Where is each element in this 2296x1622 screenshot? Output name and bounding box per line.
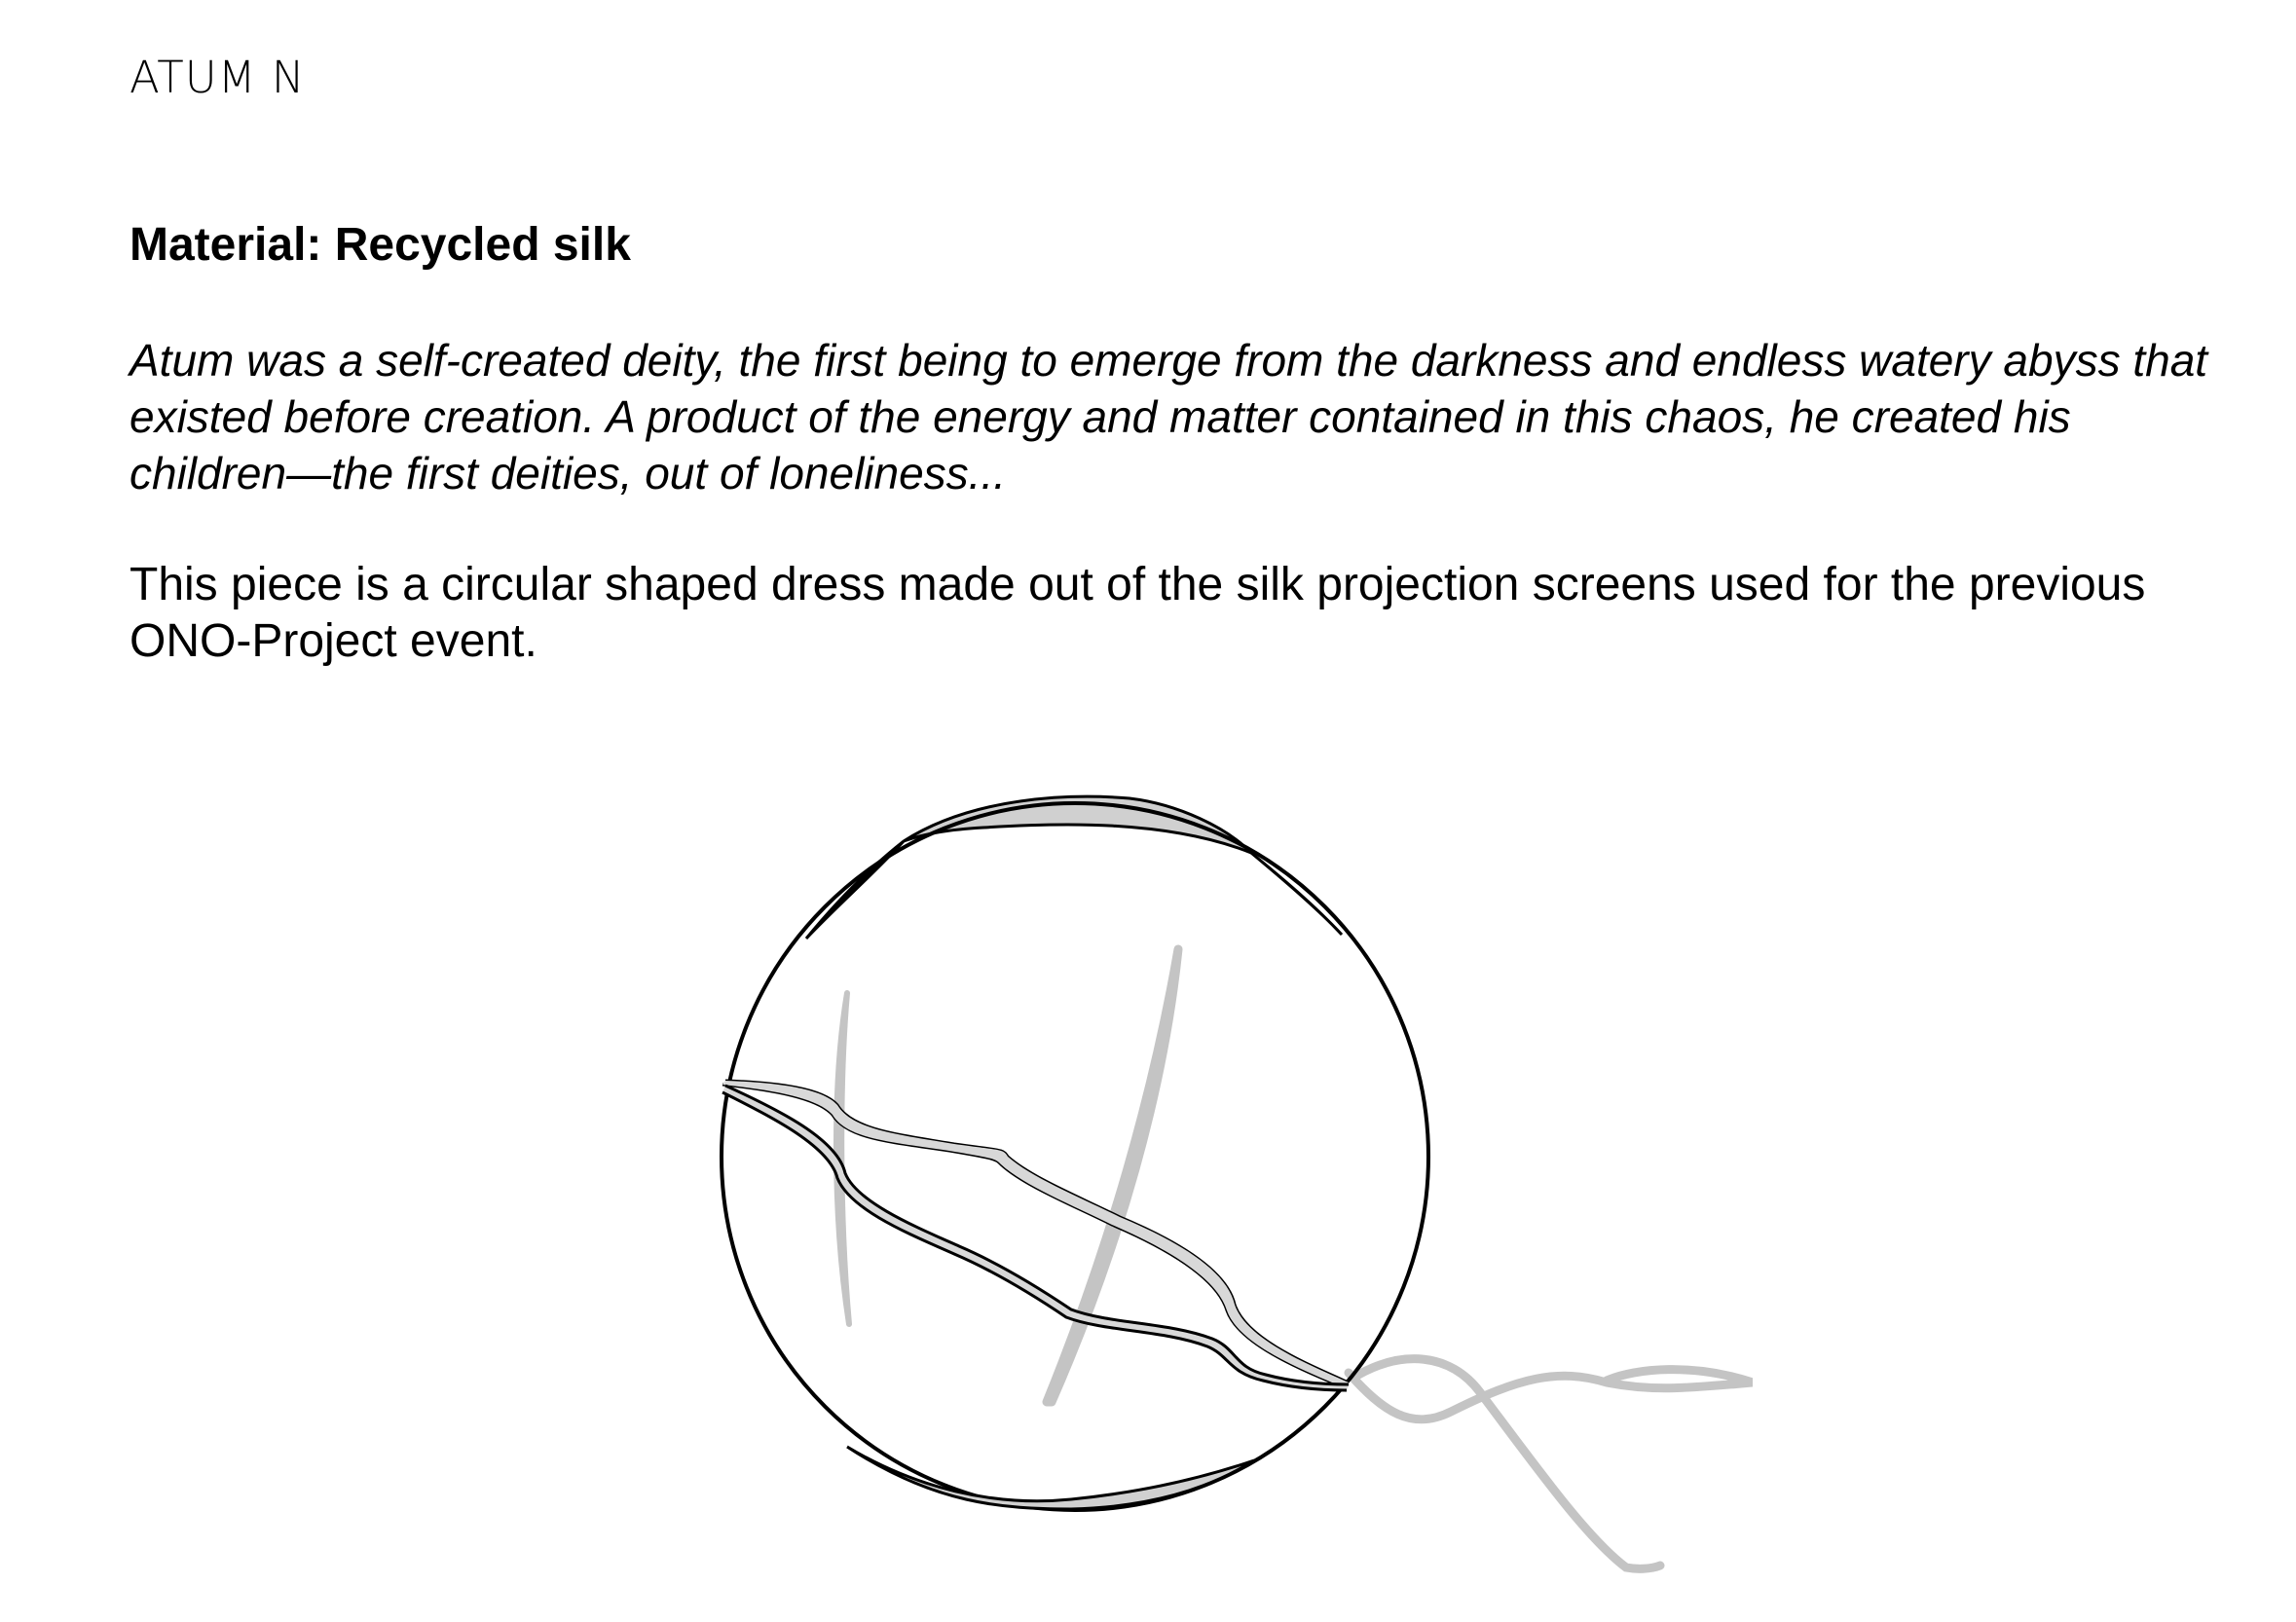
sash-lower-fill: [722, 1086, 1349, 1390]
upper-right-fold: [1251, 853, 1342, 935]
material-heading: Material: Recycled silk: [130, 219, 631, 271]
sash-upper-fill: [722, 1081, 1349, 1387]
piece-description: This piece is a circular shaped dress made out of the silk projection screens used for the previous ONO-Project event.: [130, 559, 2146, 667]
bottom-fold: [847, 1447, 1254, 1509]
myth-quote: Atum was a self-created deity, the first being to emerge from the darkness and endless watery abyss that existed before creation. A product of the energy and matter contained in this chaos, he created his children—the first deities, out of loneliness...: [130, 335, 2208, 498]
silk-trail-ribbon: [1349, 1370, 1753, 1419]
page-title: ATUM N: [130, 52, 306, 103]
circular-dress-sketch-icon: [682, 779, 1753, 1606]
sash-upper-inner: [722, 1085, 1344, 1387]
